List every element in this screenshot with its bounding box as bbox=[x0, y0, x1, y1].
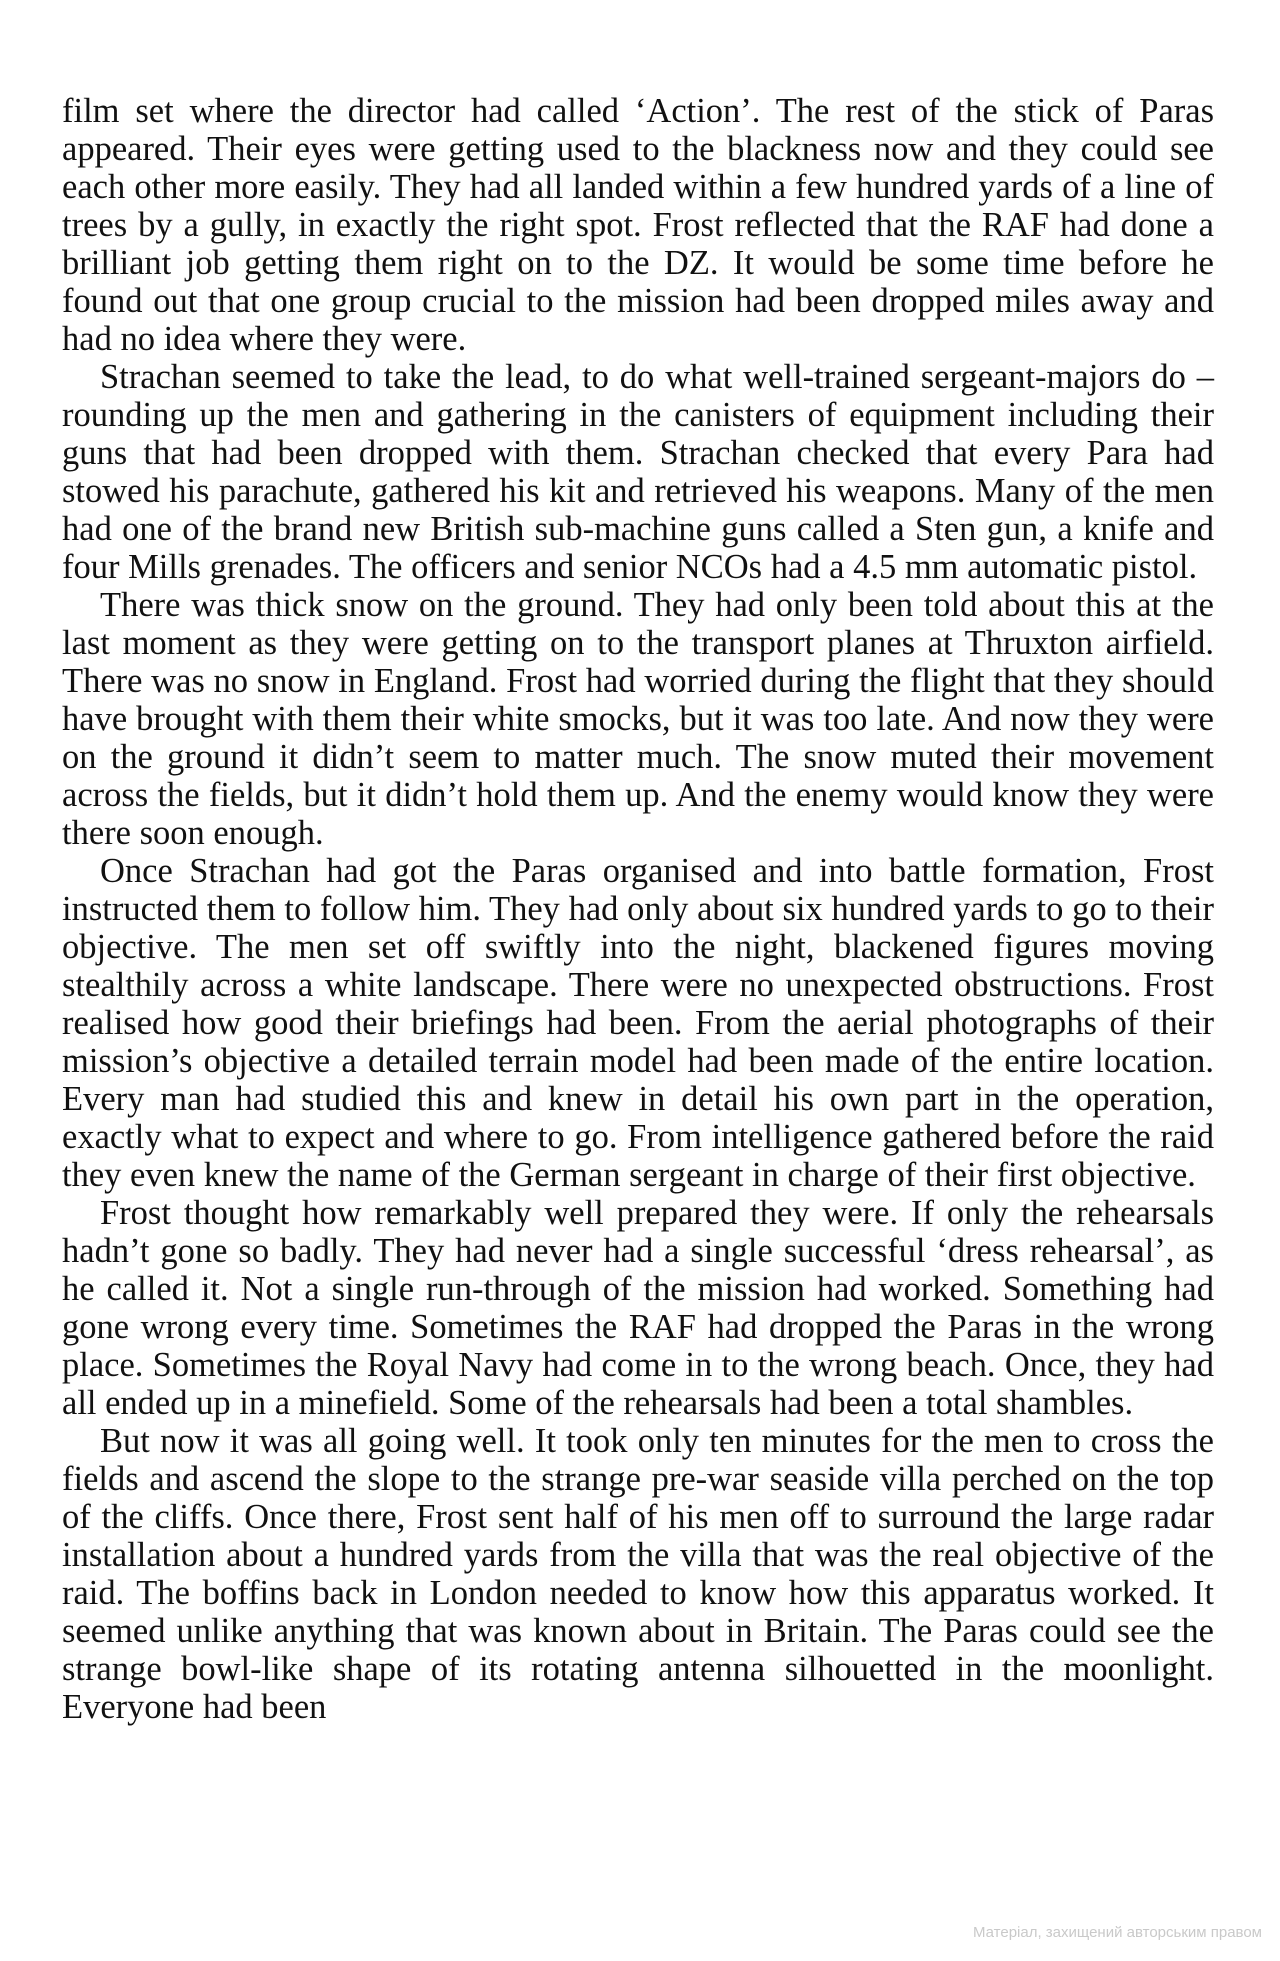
paragraph-1: film set where the director had called ‘Action’. The rest of the stick of Paras appeared. Their eyes were getting used to the blackness now and they could see each other more easily. They had all landed within a few hundred yards of a line of trees by a gully, in exactly the right spot. Frost reflected that the RAF had done a brilliant job getting them right on to the DZ. It would be some time before he found out that one group crucial to the mission had been dropped miles away and had no idea where they were. bbox=[62, 92, 1214, 358]
copyright-watermark: Матеріал, захищений авторським правом bbox=[972, 1924, 1262, 1941]
paragraph-6: But now it was all going well. It took only ten minutes for the men to cross the fields and ascend the slope to the strange pre-war seaside villa perched on the top of the cliffs. Once there, Frost sent half of his men off to surround the large radar installation about a hundred yards from the villa that was the real objective of the raid. The boffins back in London needed to know how this apparatus worked. It seemed unlike anything that was known about in Britain. The Paras could see the strange bowl-like shape of its rotating antenna silhouetted in the moonlight. Everyone had been bbox=[62, 1422, 1214, 1726]
paragraph-5: Frost thought how remarkably well prepared they were. If only the rehearsals hadn’t gone so badly. They had never had a single successful ‘dress rehearsal’, as he called it. Not a single run-through of the mission had worked. Something had gone wrong every time. Sometimes the RAF had dropped the Paras in the wrong place. Sometimes the Royal Navy had come in to the wrong beach. Once, they had all ended up in a minefield. Some of the rehearsals had been a total shambles. bbox=[62, 1194, 1214, 1422]
page-body bbox=[62, 92, 1214, 1726]
paragraph-4: Once Strachan had got the Paras organised and into battle formation, Frost instructed them to follow him. They had only about six hundred yards to go to their objective. The men set off swiftly into the night, blackened figures moving stealthily across a white landscape. There were no unexpected obstructions. Frost realised how good their briefings had been. From the aerial photographs of their mission’s objective a detailed terrain model had been made of the entire location. Every man had studied this and knew in detail his own part in the operation, exactly what to expect and where to go. From intelligence gathered before the raid they even knew the name of the German sergeant in charge of their first objective. bbox=[62, 852, 1214, 1194]
paragraph-3: There was thick snow on the ground. They had only been told about this at the last moment as they were getting on to the transport planes at Thruxton airfield. There was no snow in England. Frost had worried during the flight that they should have brought with them their white smocks, but it was too late. And now they were on the ground it didn’t seem to matter much. The snow muted their movement across the fields, but it didn’t hold them up. And the enemy would know they were there soon enough. bbox=[62, 586, 1214, 852]
paragraph-2: Strachan seemed to take the lead, to do what well-trained sergeant-majors do – rounding up the men and gathering in the canisters of equipment including their guns that had been dropped with them. Strachan checked that every Para had stowed his parachute, gathered his kit and retrieved his weapons. Many of the men had one of the brand new British sub-machine guns called a Sten gun, a knife and four Mills grenades. The officers and senior NCOs had a 4.5 mm automatic pistol. bbox=[62, 358, 1214, 586]
